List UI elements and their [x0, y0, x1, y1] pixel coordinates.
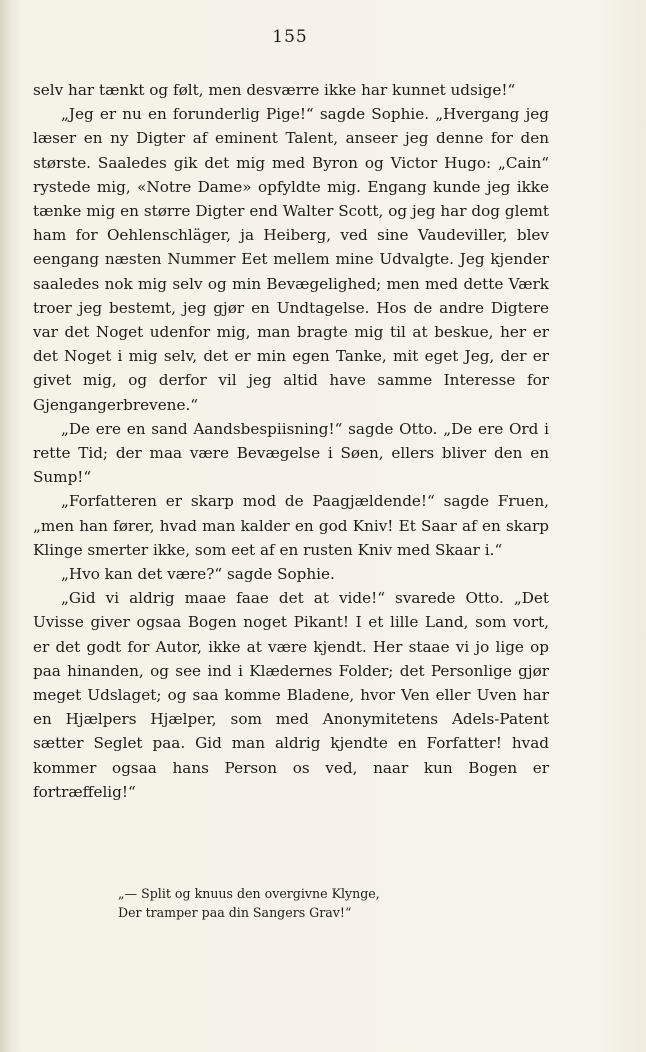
verse-line-1: „— Split og knuus den overgivne Klynge,	[118, 886, 380, 901]
paragraph-4: „Forfatteren er skarp mod de Paagjældende!“ sagde Fruen, „men han fører, hvad man kalder en god Kniv! Et Saar af en skarp Klinge smerter ikke, som eet af en rusten Kniv med Skaar i.“	[33, 492, 549, 559]
verse-quote	[118, 884, 518, 922]
paragraph-1: selv har tænkt og følt, men desværre ikke har kunnet udsige!“	[33, 81, 516, 99]
paragraph-5: „Hvo kan det være?“ sagde Sophie.	[61, 565, 335, 584]
verse-line-2: Der tramper paa din Sangers Grav!“	[118, 905, 352, 920]
paragraph-2: „Jeg er nu en forunderlig Pige!“ sagde Sophie. „Hvergang jeg læser en ny Digter af eminent Talent, anseer jeg denne for den største. Saaledes gik det mig med Byron og Victor Hugo: „Cain“ rystede mig, «Notre Dame» opfyldte mig. Engang kunde jeg ikke tænke mig en større Digter end Walter Scott, og jeg har dog glemt ham for Oehlenschläger, ja Heiberg, ved sine Vaudeviller, blev eengang næsten Nummer Eet mellem mine Udvalgte. Jeg kjender saaledes nok mig selv og min Bevægelighed; men med dette Værk troer jeg bestemt, jeg gjør en Undtagelse. Hos de andre Digtere var det Noget udenfor mig, man bragte mig til at beskue, her er det Noget i mig selv, det er min egen Tanke, mit eget Jeg, der er givet mig, og derfor vil jeg altid have samme Interesse for Gjengangerbrevene.“	[33, 105, 549, 414]
body-text	[33, 78, 549, 804]
page-number: 155	[272, 27, 308, 47]
paragraph-6: „Gid vi aldrig maae faae det at vide!“ svarede Otto. „Det Uvisse giver ogsaa Bogen noget Pikant! I et lille Land, som vort, er det godt for Autor, ikke at være kjendt. Her staae vi jo lige op paa hinanden, og see ind i Klædernes Folder; det Personlige gjør meget Udslaget; og saa komme Bladene, hvor Ven eller Uven har en Hjælpers Hjælper, som med Anonymitetens Adels-Patent sætter Seglet paa. Gid man aldrig kjendte en Forfatter! hvad kommer ogsaa hans Person os ved, naar kun Bogen er fortræffelig!“	[33, 589, 549, 801]
paragraph-3: „De ere en sand Aandsbespiisning!“ sagde Otto. „De ere Ord i rette Tid; der maa være Bevægelse i Søen, ellers bliver den en Sump!“	[33, 419, 549, 487]
